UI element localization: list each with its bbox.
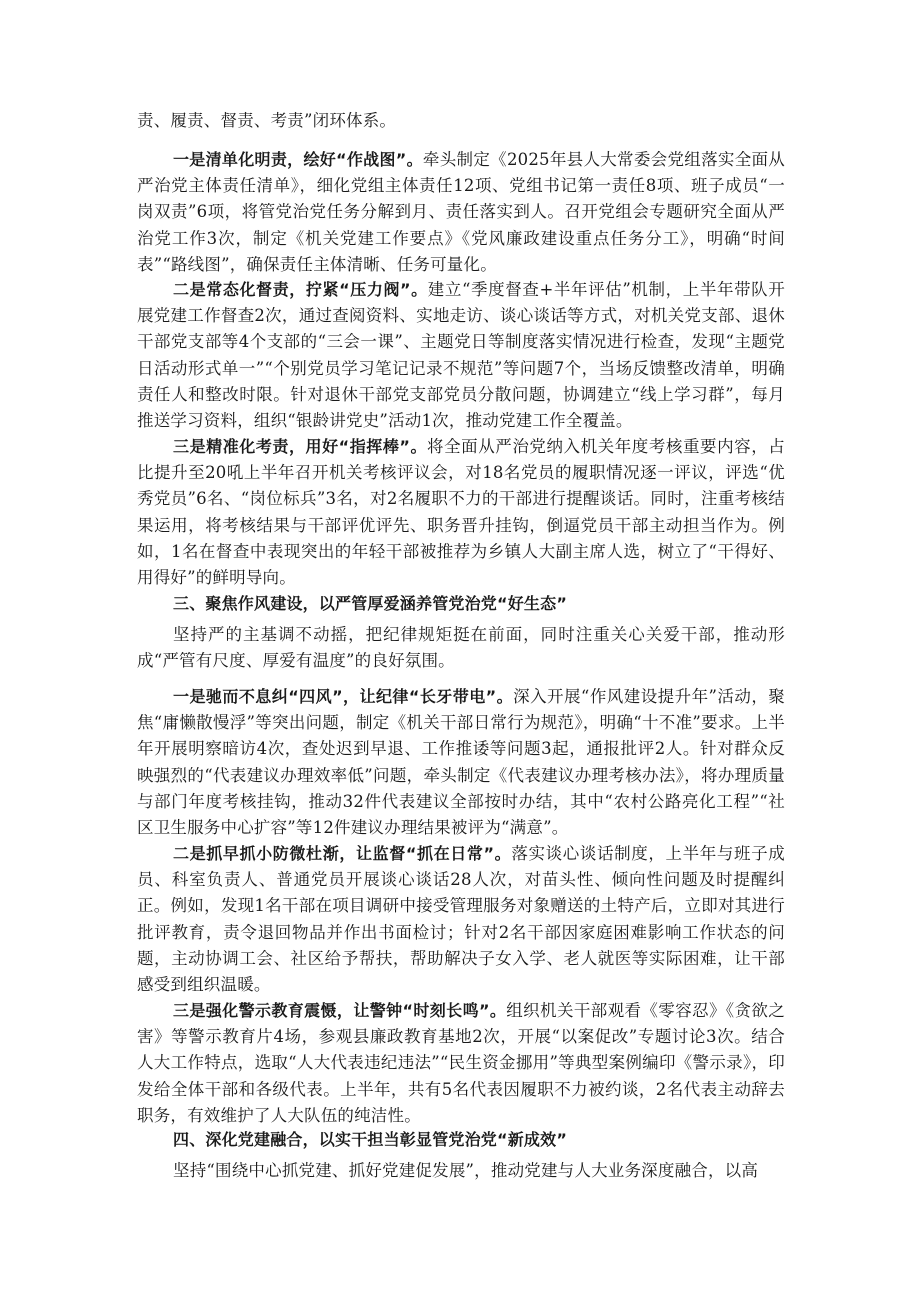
paragraph-text: 将全面从严治党纳入机关年度考核重要内容，占比提升至20吼上半年召开机关考核评议会，对18名党员的履职情况逐一评议，评选“优秀党员”6名、“岗位标兵”3名，对2名履职不力的干部进行提醒谈话。同时，注重考核结果运用，将考核结果与干部评优评先、职务晋升挂钩，倒逼党员干部主动担当作为。例如，1名在督查中表现突出的年轻干部被推荐为乡镇人大副主席人选，树立了“干得好、用得好”的鲜明导向。 bbox=[137, 437, 786, 588]
paragraph-lead: 三是精准化考责，用好“指挥棒”。 bbox=[173, 437, 428, 456]
section-4-intro bbox=[137, 1158, 785, 1184]
paragraph-text: 牵头制定《2025年县人大常委会党组落实全面从严治党主体责任清单》，细化党组主体责任12项、党组书记第一责任8项、班子成员“一岗双责”6项，将管党治党任务分解到月、责任落实到人。召开党组会专题研究全面从严治党工作3次，制定《机关党建工作要点》《党风廉政建设重点任务分工》，明确“时间表”“路线图”，确保责任主体清晰、任务可量化。 bbox=[137, 150, 786, 274]
paragraph-daily-supervision bbox=[137, 841, 785, 998]
paragraph-lead: 二是常态化督责，拧紧“压力阀”。 bbox=[173, 280, 428, 299]
paragraph-text: 落实谈心谈话制度，上半年与班子成员、科室负责人、普通党员开展谈心谈话28人次，对苗头性、倾向性问题及时提醒纠正。例如，发现1名干部在项目调研中接受管理服务对象赠送的土特产后，立即对其进行批评教育，责令退回物品并作出书面检讨；针对2名干部因家庭困难影响工作状态的问题，主动协调工会、社区给予帮扶，帮助解决子女入学、老人就医等实际困难，让干部感受到组织温暖。 bbox=[137, 844, 785, 995]
paragraph-warning-education bbox=[137, 998, 785, 1129]
paragraph-lead: 三是强化警示教育震慑，让警钟“时刻长鸣”。 bbox=[173, 1001, 507, 1020]
paragraph-text: 责、履责、督责、考责”闭环体系。 bbox=[137, 111, 397, 130]
paragraph-lead: 一是清单化明责，绘好“作战图”。 bbox=[173, 150, 423, 169]
paragraph-lead: 二是抓早抓小防微杜渐，让监督“抓在日常”。 bbox=[173, 844, 512, 863]
paragraph-text: 建立“季度督查+半年评估”机制，上半年带队开展党建工作督查2次，通过查阅资料、实地走访、谈心谈话等方式，对机关党支部、退休干部党支部等4个支部的“三会一课”、主题党日等制度落实情况进行检查，发现“主题党日活动形式单一”“个别党员学习笔记记录不规范”等问题7个，当场反馈整改清单，明确责任人和整改时限。针对退休干部党支部党员分散问题，协调建立“线上学习群”，每月推送学习资料，组织“银龄讲党史”活动1次，推动党建工作全覆盖。 bbox=[137, 280, 785, 431]
paragraph-text: 坚持“围绕中心抓党建、抓好党建促发展”，推动党建与人大业务深度融合，以高 bbox=[173, 1161, 759, 1180]
paragraph-supervision bbox=[137, 277, 785, 434]
section-heading-3: 三、聚焦作风建设，以严管厚爱涵养管党治党“好生态” bbox=[173, 594, 568, 613]
paragraph-clear-responsibility bbox=[137, 147, 785, 278]
section-heading-4: 四、深化党建融合，以实干担当彰显管党治党“新成效” bbox=[173, 1130, 568, 1149]
paragraph-assessment bbox=[137, 434, 785, 591]
section-3-intro bbox=[137, 622, 785, 674]
paragraph-continuation bbox=[137, 108, 785, 134]
paragraph-text: 坚持严的主基调不动摇，把纪律规矩挺在前面，同时注重关心关爱干部，推动形成“严管有尺度、厚爱有温度”的良好氛围。 bbox=[137, 625, 785, 671]
paragraph-lead: 一是驰而不息纠“四风”，让纪律“长牙带电”。 bbox=[173, 687, 514, 706]
paragraph-four-winds bbox=[137, 684, 785, 841]
paragraph-text: 组织机关干部观看《零容忍》《贪欲之害》等警示教育片4场，参观县廉政教育基地2次，开展“以案促改”专题讨论3次。结合人大工作特点，选取“人大代表违纪违法”“民生资金挪用”等典型案例编印《警示录》，印发给全体干部和各级代表。上半年，共有5名代表因履职不力被约谈，2名代表主动辞去职务，有效维护了人大队伍的纯洁性。 bbox=[137, 1001, 786, 1125]
paragraph-text: 深入开展“作风建设提升年”活动，聚焦“庸懒散慢浮”等突出问题，制定《机关干部日常行为规范》，明确“十不准”要求。上半年开展明察暗访4次，查处迟到早退、工作推诿等问题3起，通报批评2人。针对群众反映强烈的“代表建议办理效率低”问题，牵头制定《代表建议办理考核办法》，将办理质量与部门年度考核挂钩，推动32件代表建议全部按时办结，其中“农村公路亮化工程”“社区卫生服务中心扩容”等12件建议办理结果被评为“满意”。 bbox=[137, 687, 785, 838]
